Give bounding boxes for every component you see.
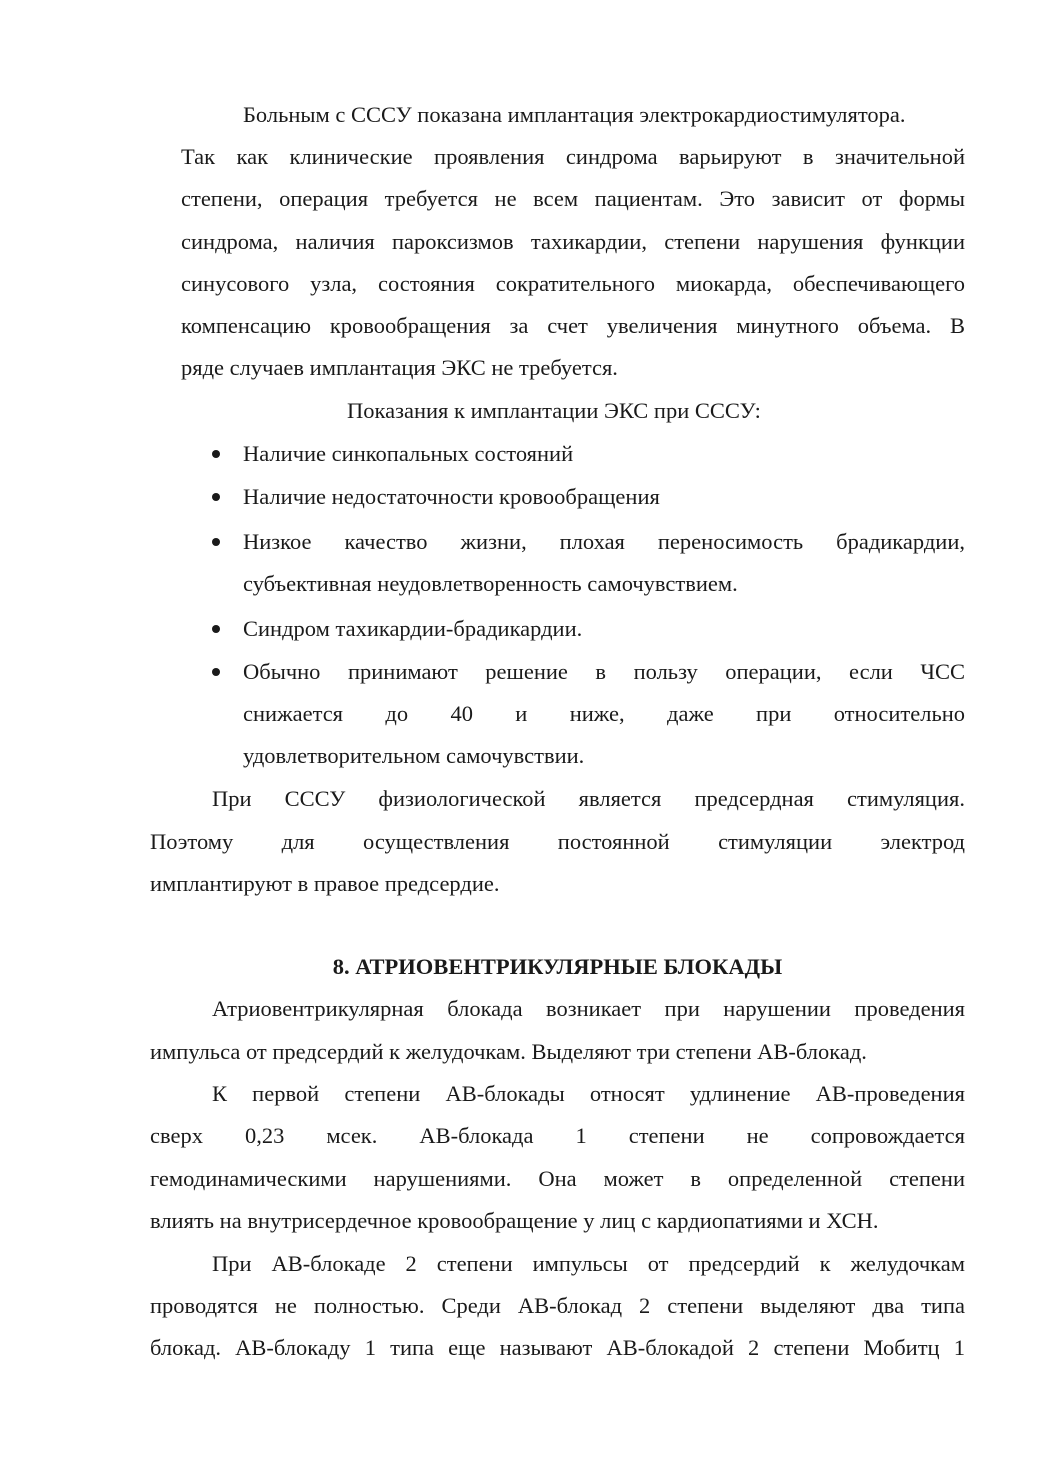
list-item-line: удовлетворительном самочувствии. bbox=[243, 743, 585, 768]
list-item-line: Наличие синкопальных состояний bbox=[243, 441, 574, 466]
intro-line-3: степени, операция требуется не всем пациентам. Это зависит от формы bbox=[181, 186, 965, 211]
list-item-line: субъективная неудовлетворенность самочувствием. bbox=[243, 571, 738, 596]
bullet-icon bbox=[212, 668, 220, 676]
bullet-icon bbox=[212, 493, 220, 501]
av-p2-line-4: влиять на внутрисердечное кровообращение у лиц с кардиопатиями и ХСН. bbox=[150, 1208, 879, 1233]
list-item-line: Наличие недостаточности кровообращения bbox=[243, 484, 660, 509]
av-p2-line-2: сверх 0,23 мсек. АВ-блокада 1 степени не сопровождается bbox=[150, 1123, 965, 1148]
av-p1-line-1: Атриовентрикулярная блокада возникает при нарушении проведения bbox=[212, 996, 965, 1021]
intro-line-5: синусового узла, состояния сократительного миокарда, обеспечивающего bbox=[181, 271, 965, 296]
bullet-icon bbox=[212, 625, 220, 633]
intro-line-4: синдрома, наличия пароксизмов тахикардии, степени нарушения функции bbox=[181, 229, 965, 254]
av-p3-line-1: При АВ-блокаде 2 степени импульсы от предсердий к желудочкам bbox=[212, 1251, 965, 1276]
av-p1-line-2: импульса от предсердий к желудочкам. Выделяют три степени АВ-блокад. bbox=[150, 1039, 867, 1064]
av-p3-line-2: проводятся не полностью. Среди АВ-блокад 2 степени выделяют два типа bbox=[150, 1293, 965, 1318]
bullet-icon bbox=[212, 538, 220, 546]
av-p2-line-1: К первой степени АВ-блокады относят удлинение АВ-проведения bbox=[212, 1081, 965, 1106]
list-item-line: Обычно принимают решение в пользу операции, если ЧСС bbox=[243, 659, 965, 684]
indications-title: Показания к имплантации ЭКС при СССУ: bbox=[347, 398, 761, 423]
bullet-icon bbox=[212, 450, 220, 458]
intro-line-2: Так как клинические проявления синдрома варьируют в значительной bbox=[181, 144, 965, 169]
list-item-line: Синдром тахикардии-брадикардии. bbox=[243, 616, 583, 641]
list-item-line: Низкое качество жизни, плохая переносимость брадикардии, bbox=[243, 529, 965, 554]
intro-line-1: Больным с СССУ показана имплантация электрокардиостимулятора. bbox=[243, 102, 906, 127]
section-heading: 8. АТРИОВЕНТРИКУЛЯРНЫЕ БЛОКАДЫ bbox=[332, 954, 783, 979]
intro-line-7: ряде случаев имплантация ЭКС не требуется. bbox=[181, 355, 618, 380]
intro-line-6: компенсацию кровообращения за счет увеличения минутного объема. В bbox=[181, 313, 965, 338]
stimulation-line-2: Поэтому для осуществления постоянной стимуляции электрод bbox=[150, 829, 965, 854]
av-p2-line-3: гемодинамическими нарушениями. Она может в определенной степени bbox=[150, 1166, 965, 1191]
stimulation-line-3: имплантируют в правое предсердие. bbox=[150, 871, 500, 896]
stimulation-line-1: При СССУ физиологической является предсердная стимуляция. bbox=[212, 786, 965, 811]
av-p3-line-3: блокад. АВ-блокаду 1 типа еще называют АВ-блокадой 2 степени Мобитц 1 bbox=[150, 1335, 965, 1360]
list-item-line: снижается до 40 и ниже, даже при относительно bbox=[243, 701, 965, 726]
